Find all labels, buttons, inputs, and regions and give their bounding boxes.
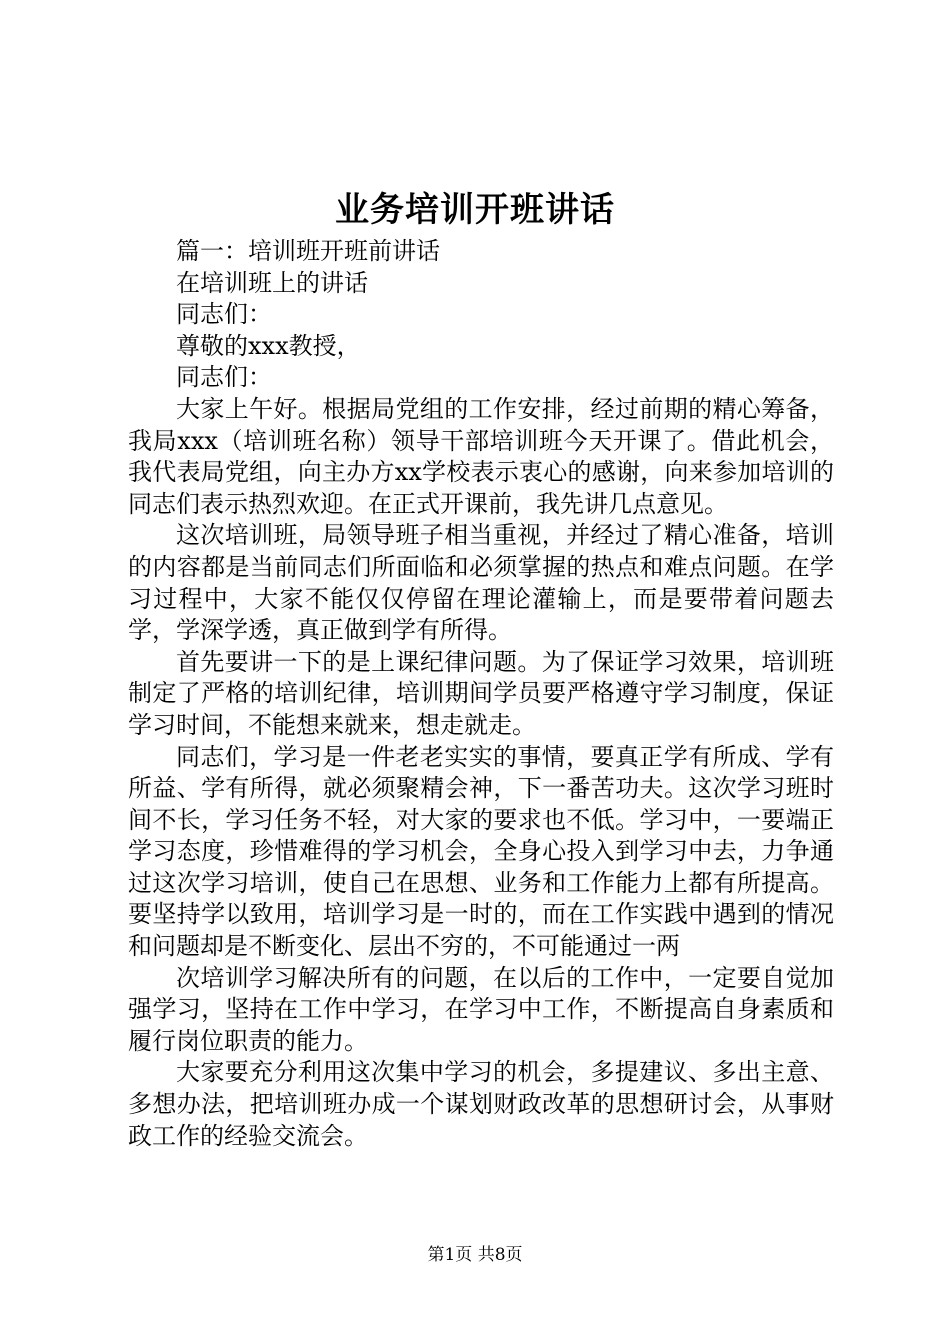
paragraph: 大家要充分利用这次集中学习的机会，多提建议、多出主意、多想办法，把培训班办成一个谋划财政改革的思想研讨会，从事财政工作的经验交流会。 <box>128 1058 834 1150</box>
paragraph: 大家上午好。根据局党组的工作安排，经过前期的精心筹备，我局xxx（培训班名称）领导干部培训班今天开课了。借此机会，我代表局党组，向主办方xx学校表示衷心的感谢，向来参加培训的同志们表示热烈欢迎。在正式开课前，我先讲几点意见。 <box>128 394 834 518</box>
paragraph: 尊敬的xxx教授， <box>176 331 361 360</box>
document-title: 业务培训开班讲话 <box>335 190 615 230</box>
document-body <box>128 236 834 1152</box>
paragraph: 首先要讲一下的是上课纪律问题。为了保证学习效果，培训班制定了严格的培训纪律，培训期间学员要严格遵守学习制度，保证学习时间，不能想来就来，想走就走。 <box>128 647 834 739</box>
paragraph: 次培训学习解决所有的问题，在以后的工作中，一定要自觉加强学习，坚持在工作中学习，在学习中工作，不断提高自身素质和履行岗位职责的能力。 <box>128 963 834 1055</box>
paragraph: 篇一：培训班开班前讲话 <box>176 237 440 265</box>
paragraph: 同志们，学习是一件老老实实的事情，要真正学有所成、学有所益、学有所得，就必须聚精会神，下一番苦功夫。这次学习班时间不长，学习任务不轻，对大家的要求也不低。学习中，一要端正学习态度，珍惜难得的学习机会，全身心投入到学习中去，力争通过这次学习培训，使自己在思想、业务和工作能力上都有所提高。要坚持学以致用，培训学习是一时的，而在工作实践中遇到的情况和问题却是不断变化、层出不穷的，不可能通过一两 <box>128 742 834 961</box>
page-footer: 第1页 共8页 <box>427 1245 523 1265</box>
paragraph: 同志们： <box>176 300 272 329</box>
paragraph: 同志们： <box>176 363 272 392</box>
paragraph: 这次培训班，局领导班子相当重视，并经过了精心准备，培训的内容都是当前同志们所面临和必须掌握的热点和难点问题。在学习过程中，大家不能仅仅停留在理论灌输上，而是要带着问题去学，学深学透，真正做到学有所得。 <box>128 521 834 645</box>
paragraph: 在培训班上的讲话 <box>176 268 368 297</box>
